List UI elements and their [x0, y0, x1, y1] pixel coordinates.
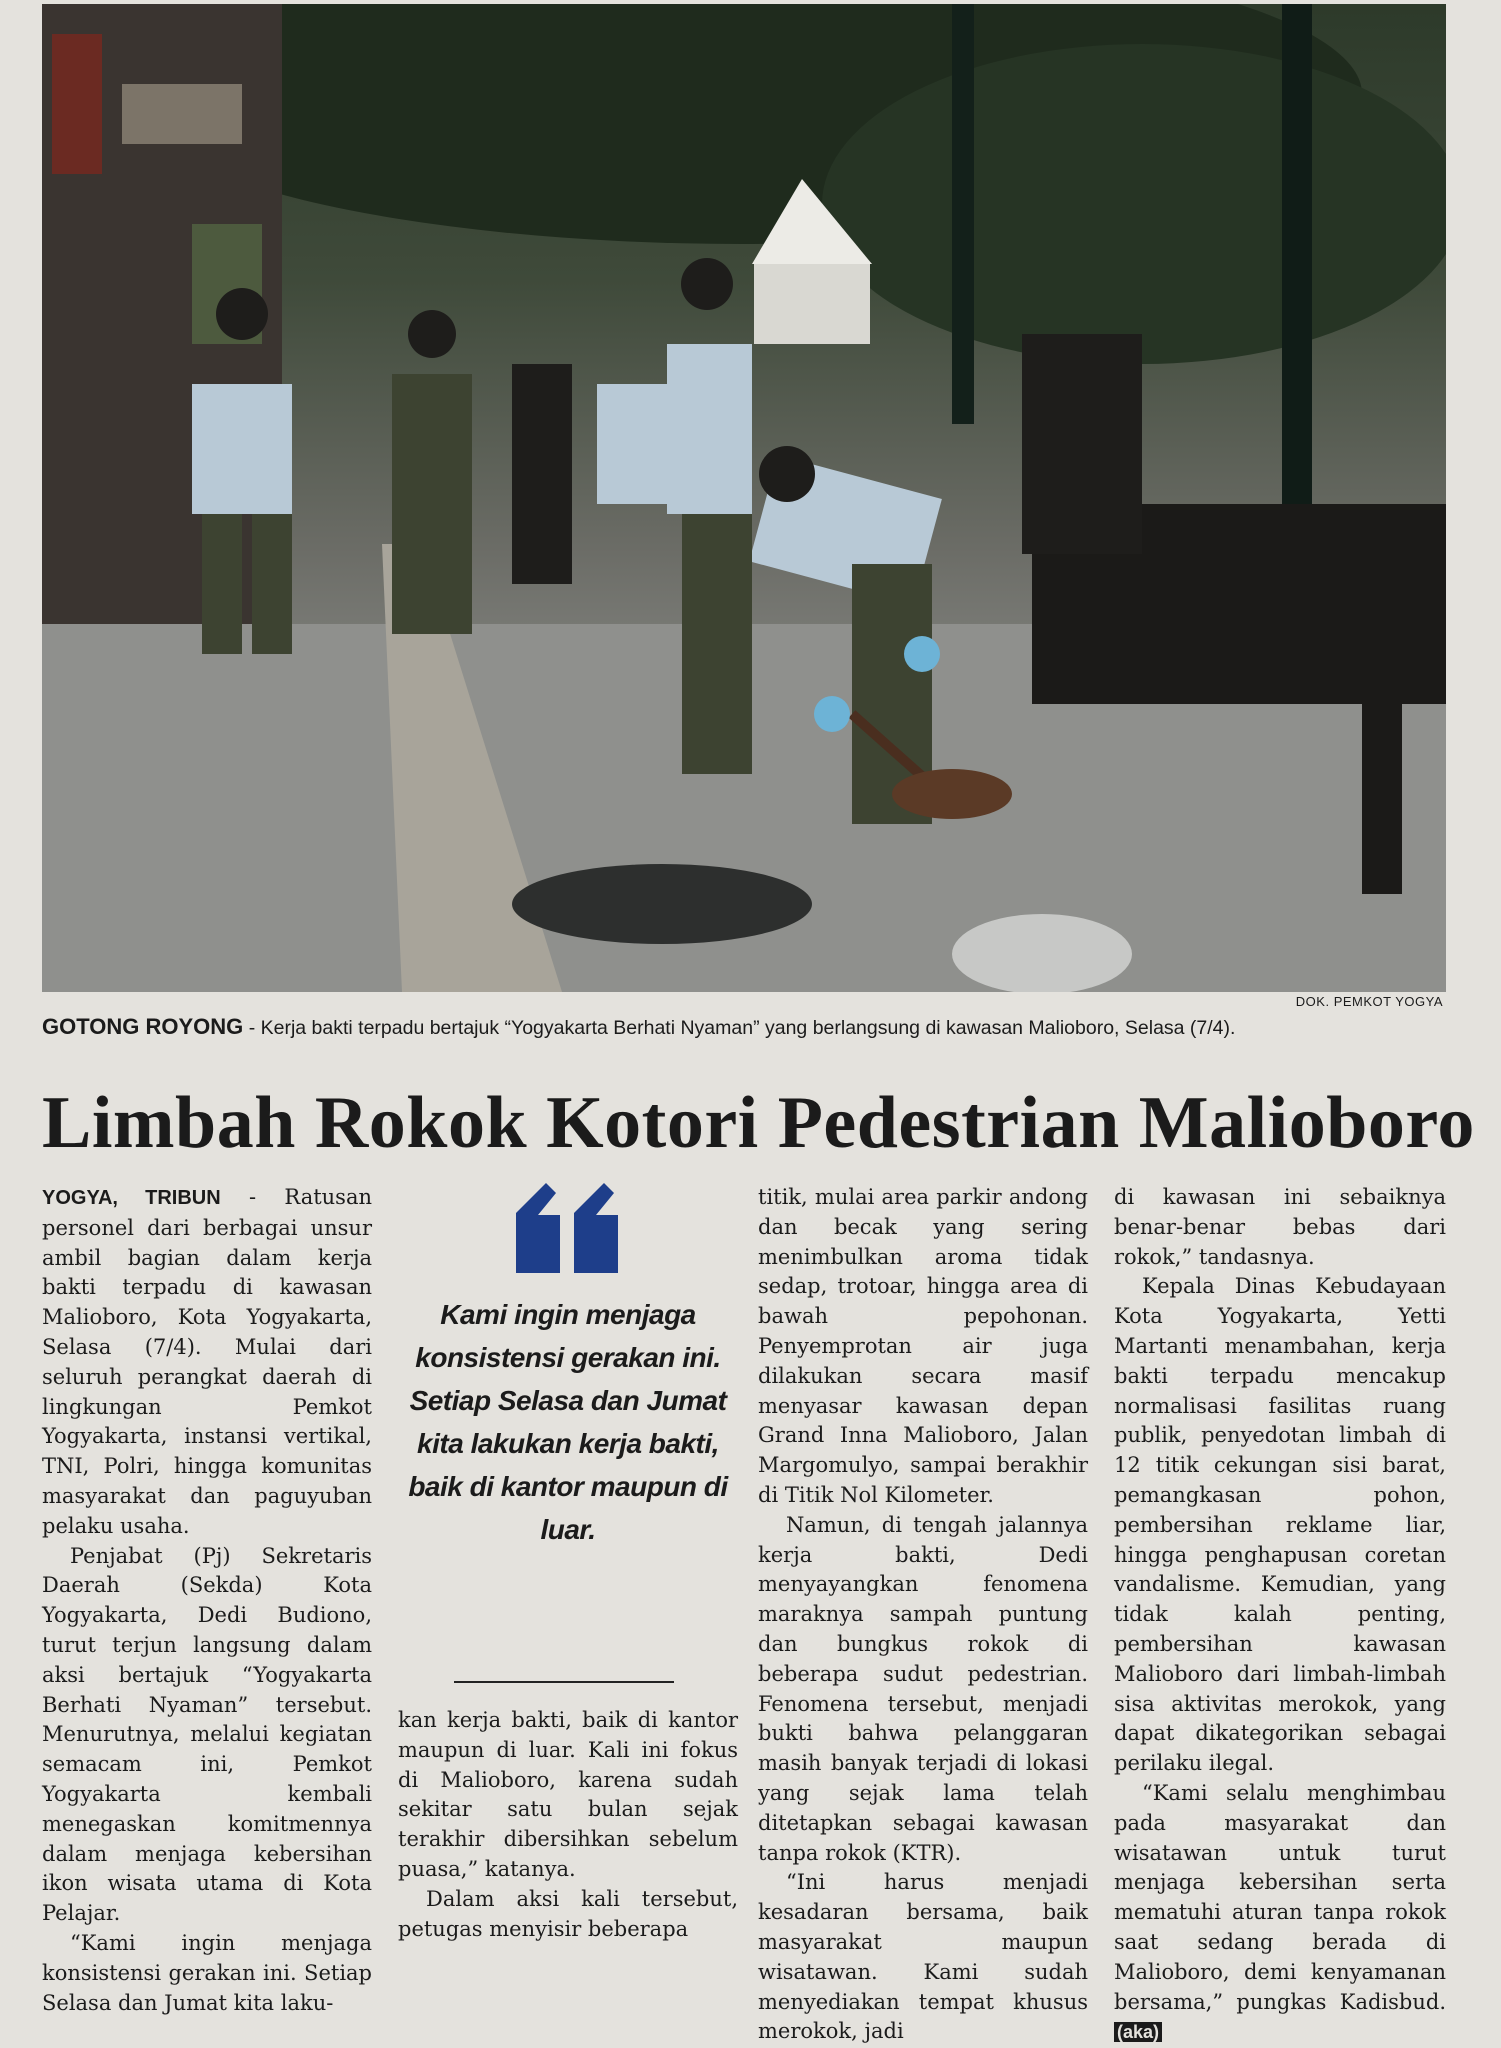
article-column-1 — [42, 1183, 372, 2018]
pull-quote-box — [398, 1183, 738, 1703]
caption-kicker: GOTONG ROYONG — [42, 1014, 244, 1039]
paragraph: di kawasan ini sebaiknya benar-benar bebas dari rokok,” tandasnya. — [1114, 1185, 1446, 1269]
paragraph: Dalam aksi kali tersebut, petugas menyisir beberapa — [398, 1886, 738, 1941]
author-signoff: (aka) — [1114, 2022, 1162, 2042]
paragraph: titik, mulai area parkir andong dan becak yang sering menimbulkan aroma tidak sedap, trotoar, hingga area di bawah pepohonan. Penyemprotan air juga dilakukan secara masif menyasar kawasan depan Grand Inna Malioboro, Jalan Margomulyo, sampai berakhir di Titik Nol Kilometer. — [758, 1185, 1088, 1507]
paragraph: YOGYA, TRIBUN - Ratusan personel dari berbagai unsur ambil bagian dalam kerja bakti terpadu di kawasan Malioboro, Kota Yogyakarta, Selasa (7/4). Mulai dari seluruh perangkat daerah di lingkungan Pemkot Yogyakarta, instansi vertikal, TNI, Polri, hingga komunitas masyarakat dan paguyuban pelaku usaha. — [42, 1185, 373, 1538]
paragraph: “Ini harus menjadi kesadaran bersama, baik masyarakat maupun wisatawan. Kami sudah menyediakan tempat khusus merokok, jadi — [758, 1870, 1088, 2044]
article-column-3 — [758, 1183, 1088, 2047]
paragraph: Penjabat (Pj) Sekretaris Daerah (Sekda) Kota Yogyakarta, Dedi Budiono, turut terjun langsung dalam aksi bertajuk “Yogyakarta Berhati Nyaman” tersebut. Menurutnya, melalui kegiatan semacam ini, Pemkot Yogyakarta kembali menegaskan komitmennya dalam menjaga kebersihan ikon wisata utama di Kota Pelajar. — [42, 1543, 372, 1926]
pull-quote: Kami ingin menjaga konsistensi gerakan ini. Setiap Selasa dan Jumat kita lakukan kerja bakti, baik di kantor maupun di luar. — [408, 1299, 728, 1545]
quote-mark-icon — [516, 1183, 620, 1273]
paragraph: Namun, di tengah jalannya kerja bakti, Dedi menyayangkan fenomena maraknya sampah puntung dan bungkus rokok di beberapa sudut pedestrian. Fenomena tersebut, menjadi bukti bahwa pelanggaran masih banyak terjadi di lokasi yang sejak lama telah ditetapkan sebagai kawasan tanpa rokok (KTR). — [758, 1512, 1088, 1865]
paragraph: “Kami ingin menjaga konsistensi gerakan ini. Setiap Selasa dan Jumat kita laku- — [42, 1930, 372, 2015]
paragraph: kan kerja bakti, baik di kantor maupun di luar. Kali ini fokus di Malioboro, karena sudah sekitar satu bulan sejak terakhir dibersihkan sebelum puasa,” katanya. — [398, 1708, 738, 1881]
article-column-4 — [1114, 1183, 1446, 2048]
headline: Limbah Rokok Kotori Pedestrian Malioboro — [42, 1082, 1475, 1164]
photo-caption — [42, 1014, 1446, 1040]
caption-text: - Kerja bakti terpadu bertajuk “Yogyakarta Berhati Nyaman” yang berlangsung di kawasan Malioboro, Selasa (7/4). — [243, 1017, 1236, 1039]
paragraph: Kepala Dinas Kebudayaan Kota Yogyakarta, Yetti Martanti menambahan, kerja bakti terpadu mencakup normalisasi fasilitas ruang publik, penyedotan limbah di 12 titik cekungan sisi barat, pemangkasan pohon, pembersihan reklame liar, hingga penghapusan coretan vandalisme. Kemudian, yang tidak kalah penting, pembersihan kawasan Malioboro dari limbah-limbah sisa aktivitas merokok, yang dapat dikategorikan sebagai perilaku ilegal. — [1114, 1274, 1446, 1776]
street-cleanup-illustration — [42, 4, 1446, 992]
dateline: YOGYA, TRIBUN — [42, 1187, 221, 1209]
article-column-2 — [398, 1706, 738, 1944]
divider — [454, 1681, 674, 1683]
paragraph: “Kami selalu menghimbau pada masyarakat dan wisatawan untuk turut menjaga kebersihan serta mematuhi aturan tanpa rokok saat sedang berada di Malioboro, demi kenyamanan bersama,” pungkas Kadisbud. (aka) — [1114, 1780, 1446, 2043]
photo-credit: DOK. PEMKOT YOGYA — [1295, 994, 1443, 1009]
news-photo — [42, 4, 1446, 992]
